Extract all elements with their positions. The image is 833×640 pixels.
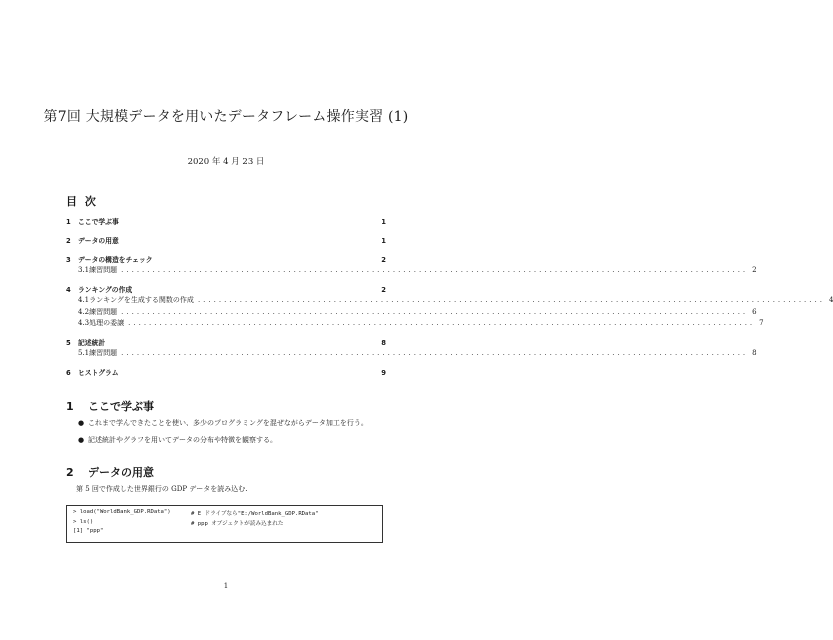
toc-entry-title: データの用意 — [78, 237, 119, 245]
section-heading — [66, 464, 154, 480]
toc-entry-page: 8 — [752, 349, 757, 357]
list-item-text: 記述統計やグラフを用いてデータの分布や特徴を観察する。 — [88, 436, 277, 444]
toc-entry-page: 2 — [752, 266, 757, 274]
toc-entry-title: データの構造をチェック — [78, 256, 153, 264]
toc-entry[interactable] — [66, 254, 386, 264]
toc-heading: 目 次 — [66, 195, 98, 208]
toc-entry-title: ランキングを生成する関数の作成 — [89, 296, 194, 304]
bullet-icon: ● — [78, 436, 85, 444]
toc-entry-title: 練習問題 — [89, 266, 118, 274]
toc-entry-title: 練習問題 — [89, 349, 118, 357]
toc-entry-page: 1 — [381, 237, 386, 245]
list-item-text: これまで学んできたことを使い、多少のプログラミングを混ぜながらデータ加工を行う。 — [88, 419, 368, 427]
toc-entry-number: 5.1 — [78, 349, 90, 357]
toc-entry-page: 9 — [381, 369, 386, 377]
code-line — [73, 509, 376, 519]
code-command: [1] "ppp" — [73, 528, 104, 534]
toc-entry[interactable] — [66, 318, 764, 328]
toc-leader-dots: ........................................................................................................................ — [121, 266, 749, 274]
toc-entry-title: 練習問題 — [89, 308, 118, 316]
toc-entry[interactable] — [66, 367, 386, 377]
toc-entry-number: 4 — [66, 286, 71, 294]
toc-entry-title: ランキングの作成 — [78, 286, 133, 294]
toc-entry-title: 処理の委譲 — [89, 319, 125, 327]
toc-entry-page: 1 — [381, 218, 386, 226]
toc-entry-page: 2 — [381, 256, 386, 264]
toc-entry-number: 3.1 — [78, 266, 90, 274]
list-item — [78, 435, 277, 445]
toc-entry[interactable] — [66, 216, 386, 226]
section-number: 2 — [66, 466, 74, 479]
code-comment: # E ドライブなら"E:/WorldBank_GDP.RData" — [191, 511, 319, 517]
code-command: > load("WorldBank_GDP.RData") — [73, 509, 171, 515]
code-line — [73, 528, 376, 538]
toc-entry-title: ここで学ぶ事 — [78, 218, 119, 226]
toc-entry-title: ヒストグラム — [78, 369, 119, 377]
section-heading — [66, 398, 154, 414]
toc-entry-page: 6 — [752, 308, 757, 316]
toc-entry[interactable] — [66, 265, 757, 275]
code-line — [73, 519, 376, 529]
toc-entry[interactable] — [66, 337, 386, 347]
code-comment: # ppp オブジェクトが読み込まれた — [191, 520, 284, 527]
toc-entry[interactable] — [66, 295, 833, 305]
bullet-icon: ● — [78, 419, 85, 427]
code-block — [66, 505, 383, 543]
toc-entry-number: 1 — [66, 218, 71, 226]
toc-entry[interactable] — [66, 235, 386, 245]
toc-entry-number: 6 — [66, 369, 71, 377]
toc-entry-number: 5 — [66, 339, 71, 347]
toc-entry[interactable] — [66, 284, 386, 294]
toc-entry-page: 2 — [381, 286, 386, 294]
toc-leader-dots: ........................................................................................................................ — [121, 308, 749, 316]
section-title: データの用意 — [88, 466, 154, 479]
toc-leader-dots: ........................................................................................................................ — [121, 349, 749, 357]
code-command: > ls() — [73, 518, 94, 525]
toc-entry-number: 4.3 — [78, 319, 90, 327]
paragraph: 第 5 回で作成した世界銀行の GDP データを読み込む. — [76, 485, 248, 493]
section-number: 1 — [66, 400, 74, 413]
page-number: 1 — [223, 582, 229, 590]
toc-entry-number: 4.1 — [78, 296, 90, 304]
toc-entry-page: 8 — [381, 339, 386, 347]
toc-leader-dots: ........................................................................................................................ — [128, 319, 756, 327]
document-date: 2020 年 4 月 23 日 — [187, 157, 265, 167]
toc-entry[interactable] — [66, 307, 757, 317]
toc-leader-dots: ........................................................................................................................ — [197, 296, 825, 304]
section-title: ここで学ぶ事 — [88, 400, 154, 413]
document-title: 第7回 大規模データを用いたデータフレーム操作実習 (1) — [43, 109, 409, 125]
list-item — [78, 418, 368, 428]
toc-entry-number: 4.2 — [78, 308, 90, 316]
toc-entry-number: 3 — [66, 256, 71, 264]
toc-entry-title: 記述統計 — [78, 339, 106, 347]
toc-entry-page: 4 — [828, 296, 833, 304]
toc-entry-page: 7 — [759, 319, 764, 327]
toc-entry-number: 2 — [66, 237, 71, 245]
toc-entry[interactable] — [66, 348, 757, 358]
